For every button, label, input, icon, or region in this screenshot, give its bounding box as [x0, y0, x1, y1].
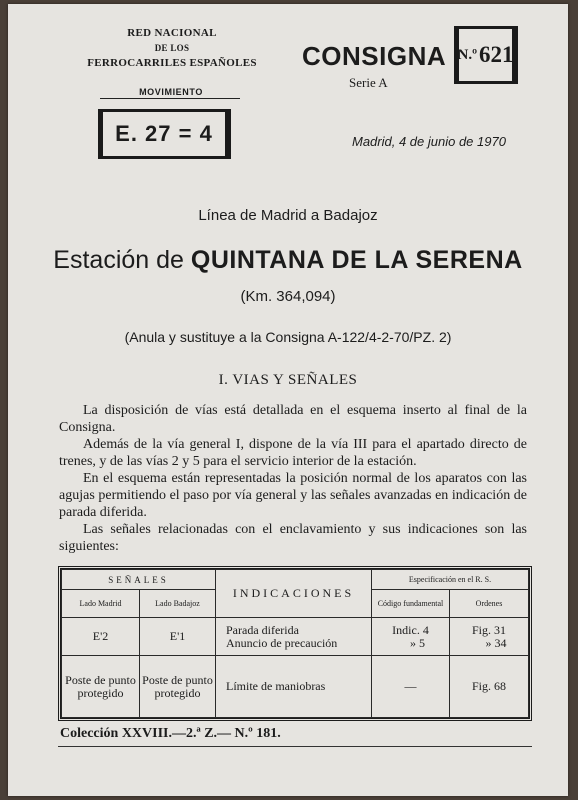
annulment-note: (Anula y sustituye a la Consigna A-122/4-2-70/PZ. 2) — [124, 329, 452, 345]
cell-badajoz: Poste de punto protegido — [140, 656, 216, 718]
station-km: (Km. 364,094) — [240, 288, 336, 305]
order-text: Fig. 31 — [471, 622, 506, 637]
cell-ordenes — [450, 618, 529, 656]
section-heading: I. VIAS Y SEÑALES — [218, 372, 358, 388]
station-title — [8, 246, 568, 275]
header-indicaciones: INDICACIONES — [216, 570, 372, 618]
org-line-2: DE LOS — [154, 43, 190, 53]
cell-ordenes: Fig. 68 — [450, 656, 529, 718]
indication-text: Anuncio de precaución — [226, 635, 338, 650]
document-number-box — [454, 26, 518, 84]
railway-line: Línea de Madrid a Badajoz — [198, 207, 378, 224]
paragraph: Además de la vía general I, dispone de la vía III para el apartado directo de trenes, y de las vías 2 y 5 para el servicio interior de la estación. — [59, 437, 527, 469]
organization-name — [64, 26, 280, 71]
cell-madrid: Poste de punto protegido — [62, 656, 140, 718]
footer-divider — [58, 746, 532, 747]
table-row — [62, 656, 529, 718]
header-lado-badajoz: Lado Badajoz — [140, 590, 216, 618]
cell-codigo — [372, 618, 450, 656]
document-code-box: E. 27 = 4 — [98, 109, 231, 159]
header-codigo: Código fundamental — [372, 590, 450, 618]
station-prefix: Estación de — [53, 246, 184, 274]
org-line-1: RED NACIONAL — [127, 27, 217, 39]
cell-madrid: E'2 — [62, 618, 140, 656]
document-type: CONSIGNA — [302, 41, 447, 71]
paragraph: Las señales relacionadas con el enclavamiento y sus indicaciones son las siguientes: — [59, 522, 527, 554]
collection-footer: Colección XXVIII.—2.ª Z.— N.º 181. — [60, 726, 281, 741]
document-series: Serie A — [349, 75, 388, 90]
order-text: » 34 — [485, 635, 507, 650]
org-line-3: FERROCARRILES ESPAÑOLES — [87, 57, 257, 69]
header-ordenes: Ordenes — [450, 590, 529, 618]
document-page — [8, 4, 568, 796]
signals-table — [58, 566, 532, 721]
document-number: 621 — [479, 42, 514, 67]
department-label: MOVIMIENTO — [139, 87, 203, 97]
header-lado-madrid: Lado Madrid — [62, 590, 140, 618]
station-name: QUINTANA DE LA SERENA — [190, 246, 523, 274]
table-row — [62, 618, 529, 656]
paragraph: La disposición de vías está detallada en el esquema inserto al final de la Consigna. — [59, 403, 527, 435]
cell-codigo: — — [372, 656, 450, 718]
header-especificacion: Especificación en el R. S. — [372, 570, 529, 590]
document-date: Madrid, 4 de junio de 1970 — [352, 134, 506, 149]
code-text: » 5 — [410, 635, 425, 650]
paragraph: En el esquema están representadas la posición normal de los aparatos con las agujas permitiendo el paso por vía general y las señales avanzadas en indicación de parada diferida. — [59, 471, 527, 520]
code-text: Indic. 4 — [392, 622, 429, 637]
cell-indicaciones — [216, 618, 372, 656]
cell-badajoz: E'1 — [140, 618, 216, 656]
cell-indicaciones: Límite de maniobras — [216, 656, 372, 718]
header-senales: SEÑALES — [62, 570, 216, 590]
department-divider — [100, 98, 240, 99]
section-body — [59, 402, 527, 555]
number-prefix: N.º — [457, 46, 478, 63]
indication-text: Parada diferida — [226, 622, 299, 637]
